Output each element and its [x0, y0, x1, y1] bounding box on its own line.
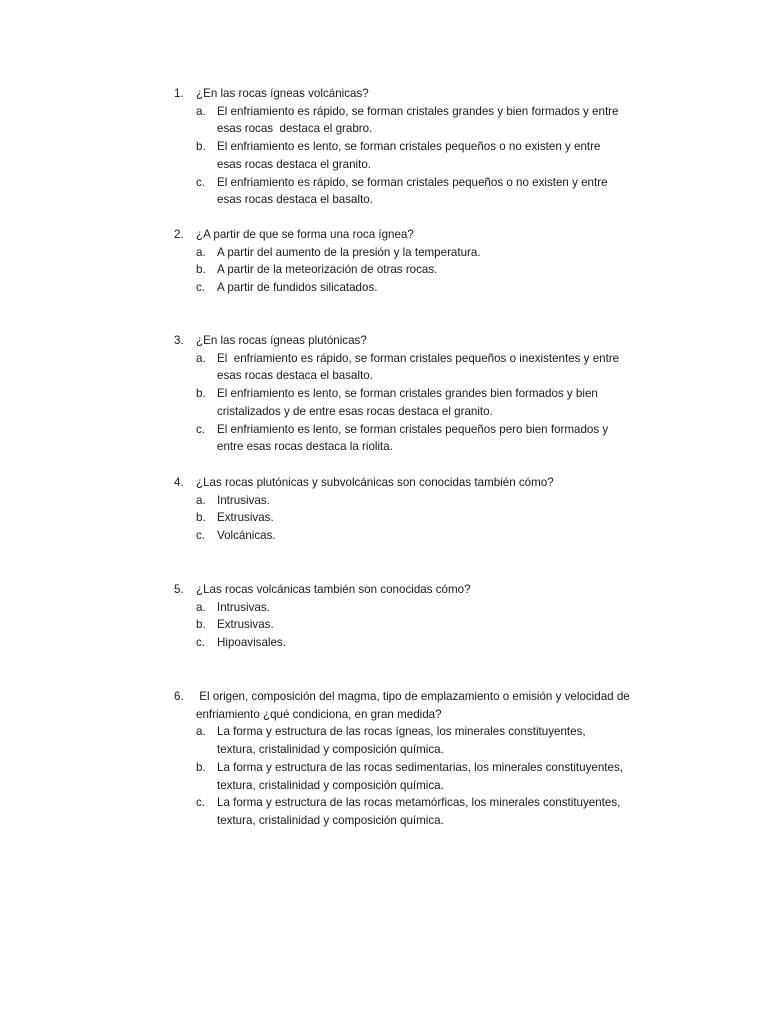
question-header — [174, 474, 644, 492]
option-text: El enfriamiento es rápido, se forman cristales pequeños o no existen y entre esas rocas destaca el basalto. — [217, 175, 611, 207]
option-letter: b. — [196, 511, 206, 525]
question-header — [174, 581, 644, 599]
option-text: A partir de fundidos silicatados. — [217, 281, 378, 295]
option-text: Intrusivas. — [217, 600, 270, 614]
question-header — [174, 332, 644, 350]
option-list — [196, 599, 644, 652]
option-list — [196, 244, 644, 297]
option-c — [196, 634, 644, 652]
option-letter: c. — [196, 281, 206, 295]
option-text: A partir de la meteorización de otras rocas. — [217, 263, 438, 277]
option-list — [196, 350, 644, 456]
option-letter: a. — [196, 245, 206, 259]
option-letter: a. — [196, 493, 206, 507]
question-header — [174, 226, 644, 244]
option-a — [196, 350, 644, 385]
option-text: El enfriamiento es lento, se forman cristales grandes bien formados y bien cristalizados y de entre esas rocas destaca el granito. — [217, 387, 602, 418]
option-text: La forma y estructura de las rocas sedimentarias, los minerales constituyentes, textura, cristalinidad y composición química. — [217, 760, 627, 792]
option-text: La forma y estructura de las rocas metamórficas, los minerales constituyentes, textura, cristalinidad y composición química. — [217, 796, 624, 827]
question-number: 2. — [174, 228, 184, 241]
option-c — [196, 527, 644, 545]
option-letter: c. — [196, 422, 206, 436]
question-6 — [174, 688, 644, 830]
option-letter: c. — [196, 529, 206, 543]
question-text: ¿En las rocas ígneas volcánicas? — [196, 87, 369, 100]
option-text: Extrusivas. — [217, 618, 274, 632]
option-letter: c. — [196, 636, 206, 650]
option-b — [196, 616, 644, 634]
question-header — [174, 85, 644, 103]
option-text: El enfriamiento es lento, se forman cristales pequeños o no existen y entre esas rocas destaca el granito. — [217, 140, 604, 171]
option-letter: a. — [196, 351, 206, 365]
option-text: Volcánicas. — [217, 529, 276, 543]
option-text: El enfriamiento es rápido, se forman cristales grandes y bien formados y entre esas rocas destaca el grabro. — [217, 104, 622, 136]
question-3 — [174, 332, 644, 456]
question-header — [174, 688, 644, 723]
option-a — [196, 723, 644, 758]
option-b — [196, 759, 644, 794]
option-letter: b. — [196, 618, 206, 632]
option-text: La forma y estructura de las rocas ígneas, los minerales constituyentes, textura, cristalinidad y composición química. — [217, 725, 589, 757]
question-number: 5. — [174, 583, 184, 596]
question-4 — [174, 474, 644, 545]
option-list — [196, 492, 644, 545]
option-list — [196, 103, 644, 209]
question-text: El origen, composición del magma, tipo de emplazamiento o emisión y velocidad de enfriamiento ¿qué condiciona, en gran medida? — [196, 690, 633, 721]
option-text: Extrusivas. — [217, 511, 274, 525]
option-b — [196, 261, 644, 279]
option-c — [196, 279, 644, 297]
option-list — [196, 723, 644, 829]
question-number: 3. — [174, 334, 184, 347]
option-letter: c. — [196, 796, 206, 810]
option-text: Intrusivas. — [217, 493, 270, 507]
option-a — [196, 492, 644, 510]
question-1 — [174, 85, 644, 209]
option-text: A partir del aumento de la presión y la temperatura. — [217, 245, 481, 259]
option-b — [196, 138, 644, 173]
option-b — [196, 509, 644, 527]
question-number: 4. — [174, 476, 184, 489]
question-number: 1. — [174, 87, 184, 100]
question-text: ¿A partir de que se forma una roca ígnea? — [196, 228, 414, 241]
question-text: ¿Las rocas volcánicas también son conocidas cómo? — [196, 583, 471, 596]
option-c — [196, 794, 644, 829]
option-letter: a. — [196, 725, 206, 739]
option-letter: b. — [196, 760, 206, 774]
option-letter: b. — [196, 263, 206, 277]
question-number: 6. — [174, 690, 184, 703]
option-a — [196, 244, 644, 262]
option-text: Hipoavisales. — [217, 636, 286, 650]
option-letter: b. — [196, 140, 206, 154]
option-b — [196, 385, 644, 420]
option-letter: c. — [196, 175, 206, 189]
option-letter: a. — [196, 600, 206, 614]
question-text: ¿Las rocas plutónicas y subvolcánicas son conocidas también cómo? — [196, 476, 554, 489]
option-c — [196, 174, 644, 209]
option-text: El enfriamiento es lento, se forman cristales pequeños pero bien formados y entre esas rocas destaca la riolita. — [217, 422, 612, 454]
question-2 — [174, 226, 644, 297]
question-text: ¿En las rocas ígneas plutónicas? — [196, 334, 367, 347]
option-a — [196, 599, 644, 617]
option-text: El enfriamiento es rápido, se forman cristales pequeños o inexistentes y entre esas rocas destaca el basalto. — [217, 351, 623, 383]
option-letter: a. — [196, 104, 206, 118]
question-5 — [174, 581, 644, 652]
option-c — [196, 421, 644, 456]
option-a — [196, 103, 644, 138]
option-letter: b. — [196, 387, 206, 401]
